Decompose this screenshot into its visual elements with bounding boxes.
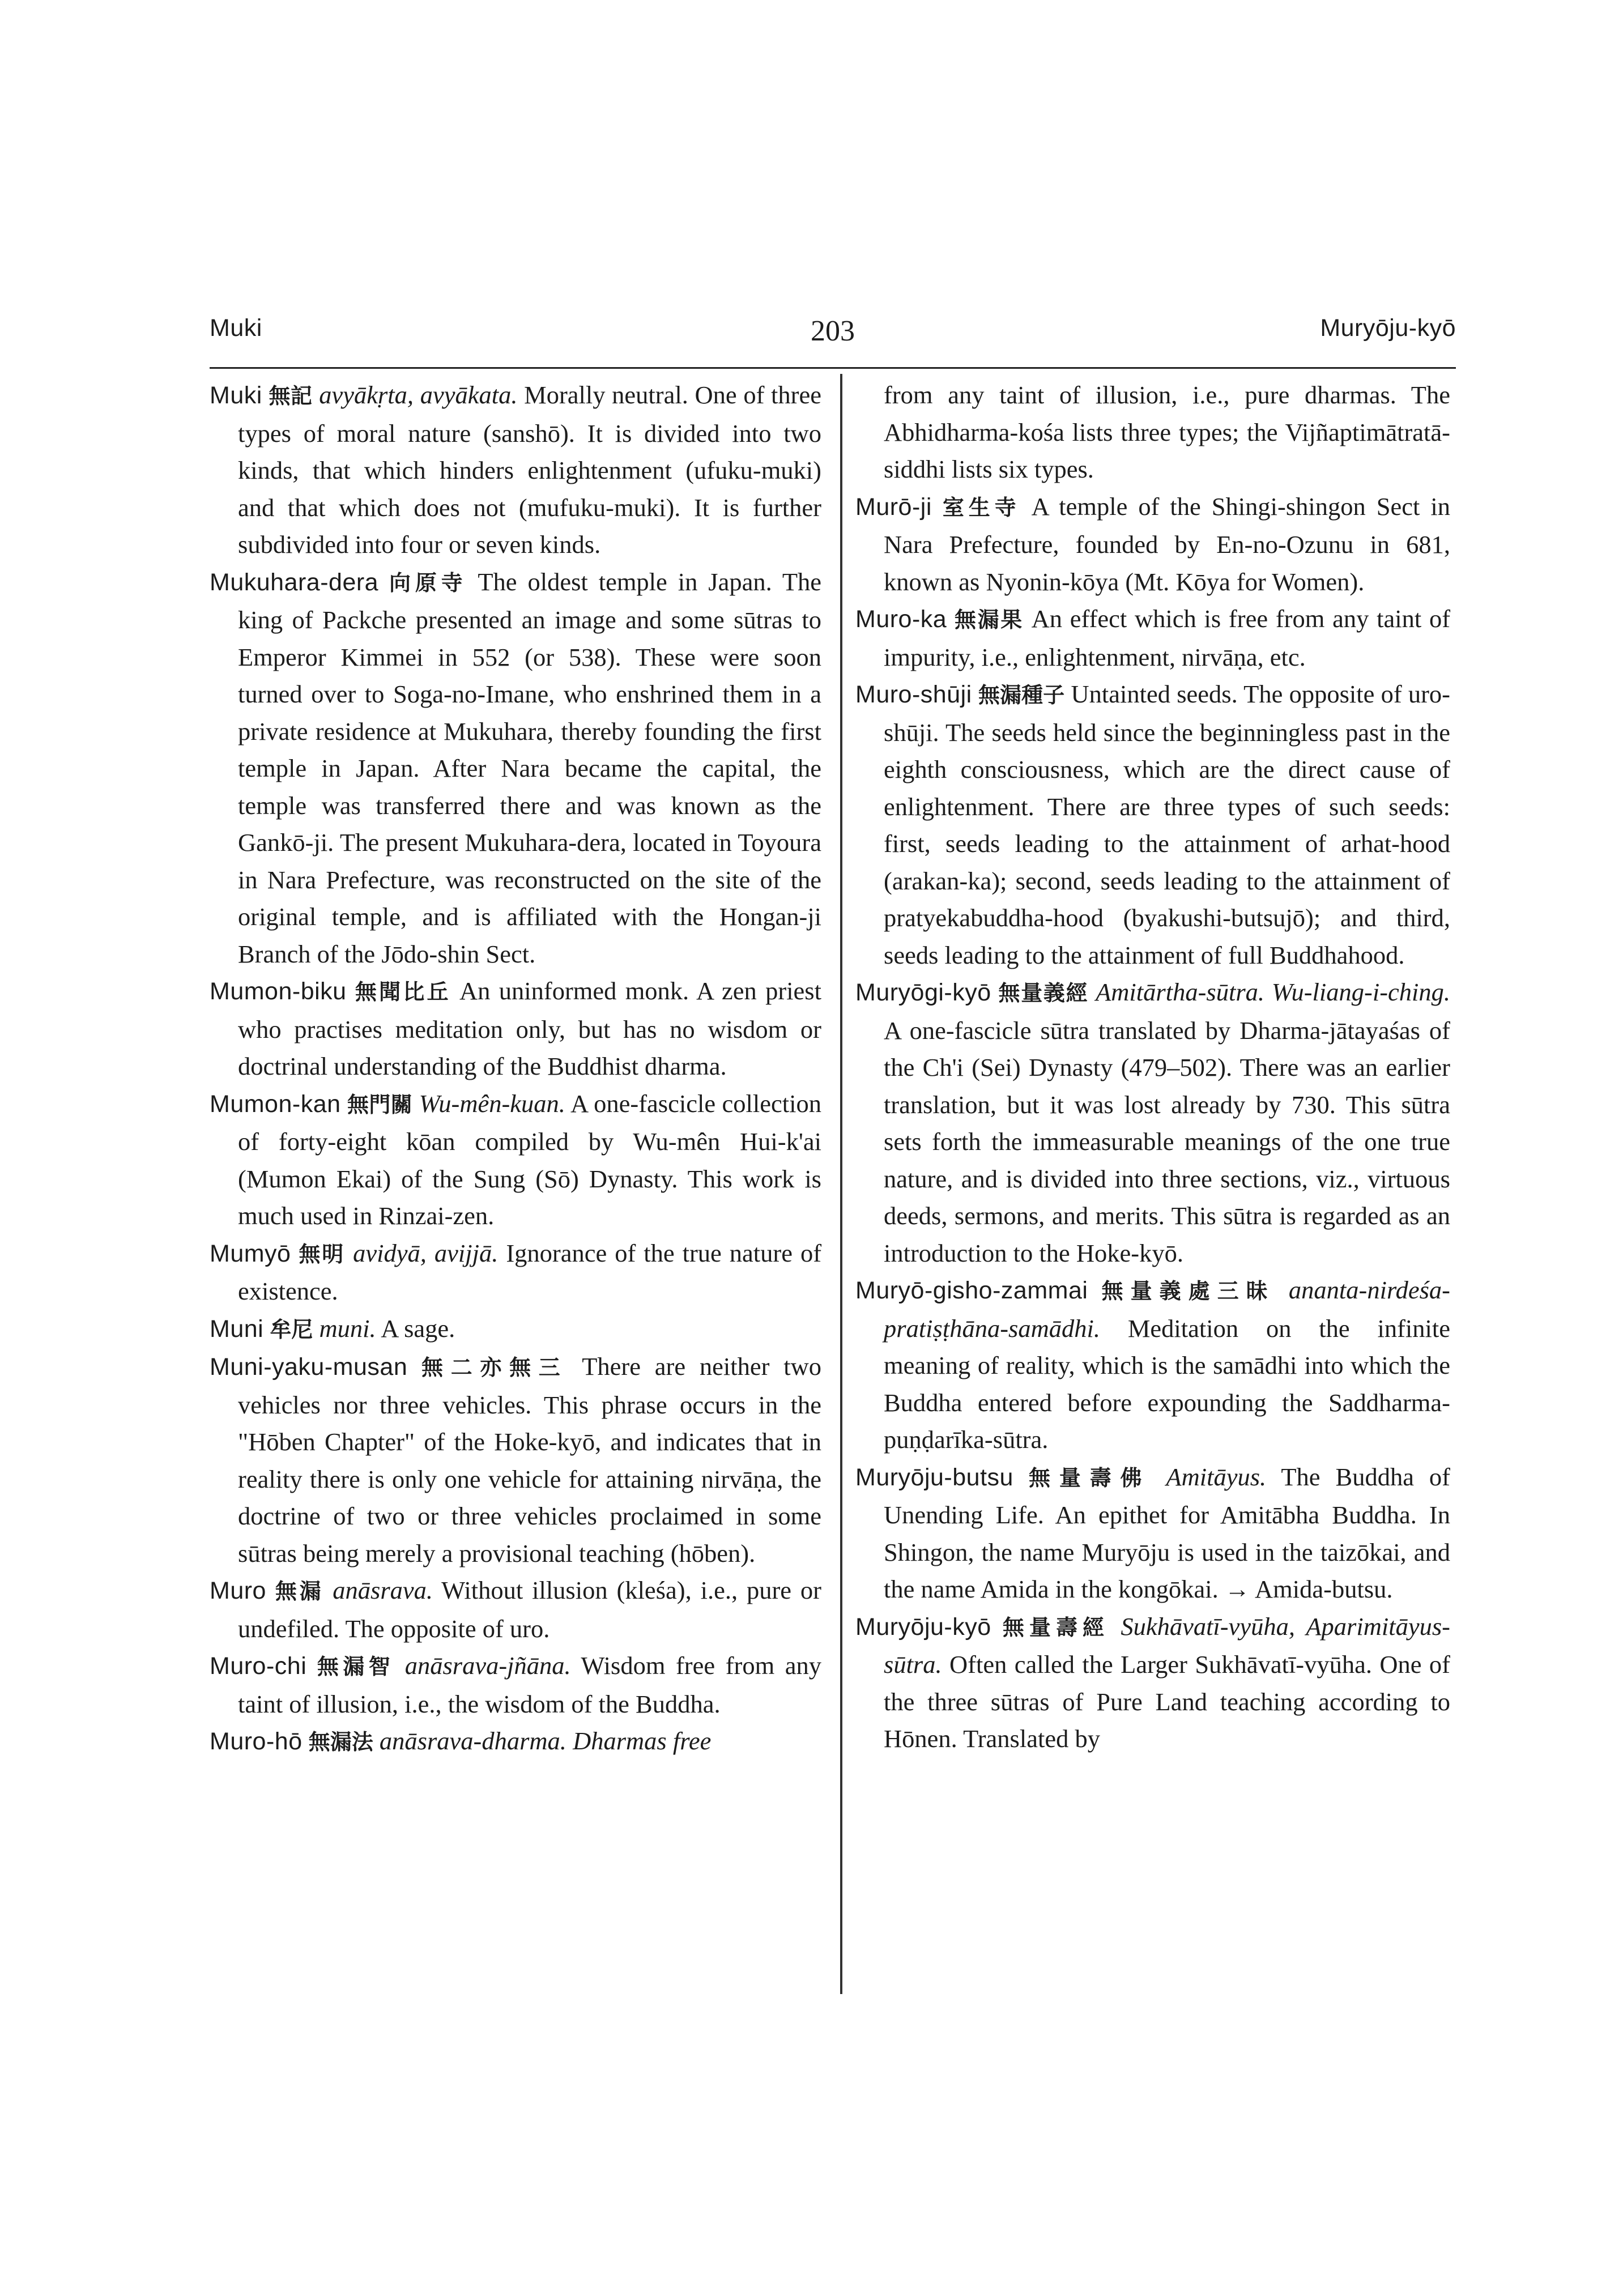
dictionary-entry — [210, 564, 821, 973]
entry-sanskrit: Sukhāvatī-vyūha, Aparimitāyus-sūtra. — [884, 1612, 1450, 1679]
entry-kanji: 無漏種子 — [978, 683, 1065, 708]
dictionary-entry — [855, 1608, 1450, 1758]
entry-kanji: 無記 — [269, 384, 313, 408]
entry-definition: Untainted seeds. The opposite of uro-shūji. The seeds held since the beginningless past in the eighth consciousness, which are the direct cause of enlightenment. There are three types of such seeds: first, seeds leading to the attainment of arhat-hood (arakan-ka); second, seeds leading to the attainment of pratyekabuddha-hood (byakushi-butsujō); and third, seeds leading to the attainment of full Buddhahood. — [884, 680, 1451, 969]
entry-sanskrit: ananta-nirdeśa-pratiṣṭhāna-samādhi. — [884, 1276, 1451, 1343]
left-guide-word: Muki — [210, 314, 262, 342]
entry-kanji: 無量壽經 — [1002, 1615, 1110, 1640]
entry-definition: Dharmas free — [573, 1727, 712, 1755]
entry-headword: Muro-shūji — [855, 681, 972, 708]
entry-sanskrit: anāsrava-dharma. — [379, 1727, 566, 1755]
entry-sanskrit: Amitāyus. — [1166, 1462, 1267, 1491]
entry-definition: Without illusion (kleśa), i.e., pure or undefiled. The opposite of uro. — [238, 1576, 821, 1643]
entry-headword: Muni-yaku-musan — [210, 1353, 408, 1381]
entry-kanji: 牟尼 — [270, 1317, 313, 1342]
dictionary-entry — [210, 973, 821, 1085]
dictionary-entry-continued — [855, 377, 1450, 488]
entry-kanji: 無漏 — [275, 1579, 324, 1604]
right-column — [855, 377, 1450, 1758]
entry-kanji: 無二亦無三 — [421, 1355, 568, 1380]
entry-definition: Wisdom free from any taint of illusion, i.e., the wisdom of the Buddha. — [238, 1651, 822, 1718]
entry-sanskrit: anāsrava-jñāna. — [404, 1651, 571, 1680]
dictionary-entry — [210, 1310, 821, 1349]
entry-kanji: 無門關 — [347, 1092, 413, 1117]
entry-headword: Muryō-gisho-zammai — [855, 1277, 1088, 1304]
entry-kanji: 無量義經 — [998, 981, 1089, 1006]
entry-headword: Muki — [210, 382, 262, 409]
entry-headword: Muni — [210, 1315, 264, 1343]
entry-headword: Muro-hō — [210, 1728, 303, 1755]
entry-headword: Muryōju-butsu — [855, 1463, 1013, 1491]
entry-kanji: 無量壽佛 — [1028, 1465, 1151, 1490]
entry-kanji: 無量義處三昧 — [1101, 1279, 1275, 1304]
dictionary-entry — [855, 676, 1450, 974]
entry-kanji: 室生寺 — [942, 495, 1021, 520]
entry-definition: Often called the Larger Sukhāvatī-vyūha. One of the three sūtras of Pure Land teaching according to Hōnen. Translated by — [884, 1650, 1450, 1753]
dictionary-entry — [855, 488, 1450, 601]
entry-kanji: 無漏智 — [317, 1654, 395, 1679]
right-guide-word: Muryōju-kyō — [1320, 314, 1456, 342]
entry-sanskrit: avidyā, avijjā. — [353, 1238, 499, 1267]
entry-definition: from any taint of illusion, i.e., pure dharmas. The Abhidharma-kośa lists three types; the Vijñaptimātratā-siddhi lists six types. — [884, 381, 1450, 483]
entry-definition: An effect which is free from any taint of impurity, i.e., enlightenment, nirvāṇa, etc. — [884, 604, 1451, 671]
entry-definition: The Buddha of Unending Life. An epithet for Amitābha Buddha. In Shingon, the name Muryōju is used in the taizōkai, and the name Amida in the kongōkai. → Amida-butsu. — [884, 1462, 1451, 1603]
entry-headword: Muryōgi-kyō — [855, 979, 991, 1006]
entry-headword: Mukuhara-dera — [210, 568, 379, 596]
dictionary-entry — [210, 1647, 821, 1723]
entry-definition: An uninformed monk. A zen priest who practises meditation only, but has no wisdom or doctrinal understanding of the Buddhist dharma. — [238, 977, 821, 1080]
entry-headword: Muro — [210, 1577, 266, 1604]
entry-headword: Muro-chi — [210, 1652, 307, 1680]
dictionary-entry — [855, 600, 1450, 676]
left-column — [210, 377, 821, 1761]
entry-definition: Meditation on the infinite meaning of reality, which is the samādhi into which the Buddha entered before expounding the Saddharma-puṇḍarīka-sūtra. — [884, 1314, 1451, 1454]
dictionary-entry — [855, 974, 1450, 1272]
running-head — [210, 314, 1456, 365]
entry-sanskrit: avyākṛta, avyākata. — [319, 381, 518, 409]
entry-definition: A one-fascicle collection of forty-eight kōan compiled by Wu-mên Hui-k'ai (Mumon Ekai) of the Sung (Sō) Dynasty. This work is much used in Rinzai-zen. — [238, 1089, 822, 1230]
entry-definition: A one-fascicle sūtra translated by Dharma-jātayaśas of the Ch'i (Sei) Dynasty (479–502). There was an earlier translation, but it was lost already by 730. This sūtra sets forth the immeasurable meanings of the one true nature, and is divided into three sections, viz., virtuous deeds, sermons, and merits. This sūtra is regarded as an introduction to the Hoke-kyō. — [884, 1016, 1450, 1267]
entry-definition: A sage. — [381, 1314, 455, 1343]
entry-definition: Morally neutral. One of three types of moral nature (sanshō). It is divided into two kinds, that which hinders enlightenment (ufuku-muki) and that which does not (mufuku-muki). It is further subdivided into four or seven kinds. — [238, 381, 821, 559]
dictionary-entry — [210, 1235, 821, 1310]
dictionary-entry — [210, 377, 821, 564]
entry-headword: Mumon-kan — [210, 1090, 341, 1118]
dictionary-entry — [210, 1085, 821, 1235]
dictionary-entry — [210, 1723, 821, 1761]
entry-definition: A temple of the Shingi-shingon Sect in Nara Prefecture, founded by En-no-Ozunu in 681, known as Nyonin-kōya (Mt. Kōya for Women). — [884, 492, 1451, 596]
dictionary-entry — [855, 1459, 1450, 1608]
entry-definition: Ignorance of the true nature of existence. — [238, 1238, 822, 1305]
entry-sanskrit: Wu-mên-kuan. — [419, 1089, 565, 1118]
entry-kanji: 無明 — [299, 1241, 346, 1267]
dictionary-entry — [210, 1572, 821, 1647]
entry-sanskrit: Amitārtha-sūtra. Wu-liang-i-ching. — [1096, 978, 1450, 1006]
entry-kanji: 無漏法 — [308, 1730, 373, 1754]
entry-headword: Mumon-biku — [210, 978, 347, 1005]
entry-kanji: 無漏果 — [954, 607, 1024, 632]
entry-kanji: 無聞比丘 — [355, 979, 451, 1004]
header-rule — [210, 367, 1456, 369]
entry-kanji: 向原寺 — [389, 570, 467, 595]
entry-definition: The oldest temple in Japan. The king of Packche presented an image and some sūtras to Emperor Kimmei in 552 (or 538). These were soon turned over to Soga-no-Imane, who enshrined them in a private residence at Mukuhara, thereby founding the first temple in Japan. After Nara became the capital, the temple was transferred there and was known as the Gankō-ji. The present Mukuhara-dera, located in Toyoura in Nara Prefecture, was reconstructed on the site of the original temple, and is affiliated with the Hongan-ji Branch of the Jōdo-shin Sect. — [238, 567, 822, 968]
column-divider — [840, 374, 842, 1994]
entry-definition: There are neither two vehicles nor three vehicles. This phrase occurs in the "Hōben Chapter" of the Hoke-kyō, and indicates that in reality there is only one vehicle for attaining nirvāṇa, the doctrine of two or three vehicles proclaimed in some sūtras being merely a provisional teaching (hōben). — [238, 1352, 822, 1567]
entry-headword: Mumyō — [210, 1239, 291, 1267]
entry-headword: Murō-ji — [855, 493, 932, 521]
entry-sanskrit: anāsrava. — [333, 1576, 433, 1604]
dictionary-entry — [855, 1272, 1450, 1459]
entry-sanskrit: muni. — [319, 1314, 376, 1343]
entry-headword: Muryōju-kyō — [855, 1613, 991, 1641]
entry-headword: Muro-ka — [855, 606, 947, 633]
page-number: 203 — [811, 315, 855, 347]
dictionary-entry — [210, 1348, 821, 1572]
